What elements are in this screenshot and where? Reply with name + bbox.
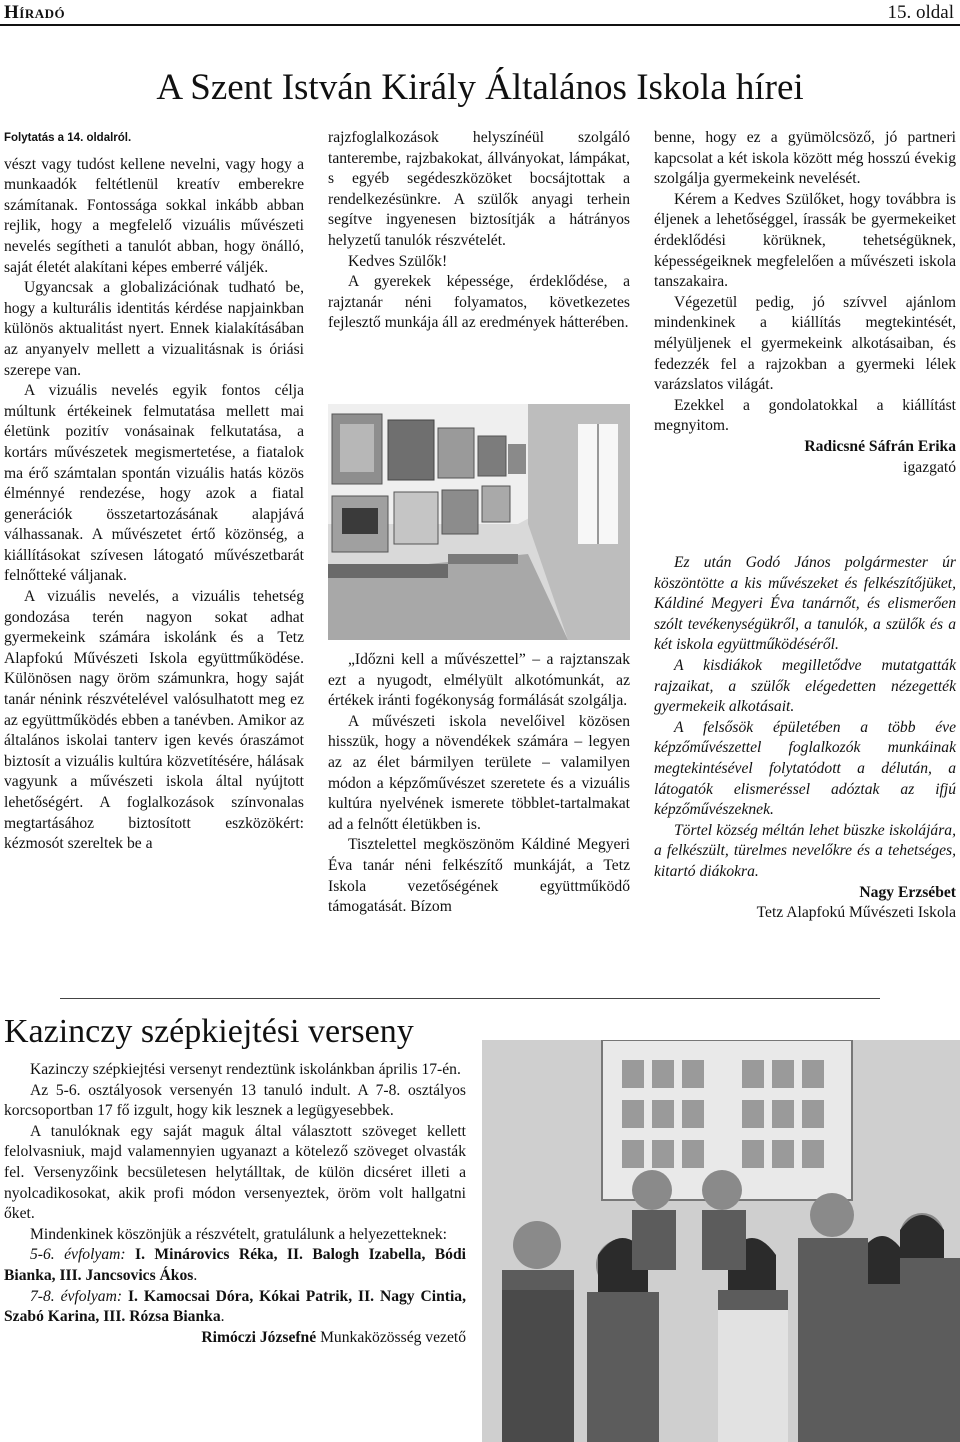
paragraph: Kedves Szülők! [348, 252, 448, 270]
paragraph: A kisdiákok megilletődve mutatgatták rajzaikat, a szülők elégedetten nézegették gyermekeik alkotásait. [654, 656, 956, 716]
paragraph: Végezetül pedig, jó szívvel ajánlom mindenkinek a kiállítás megtekintését, mélyüljenek el gyermekeink alkotásaiban, és fedezzék fel a rajzokban a gyermeki lélek varázslatos világát. [654, 293, 956, 394]
signature-line [4, 1328, 466, 1349]
paragraph: Törtel község méltán lehet büszke iskolájára, a felkészült, türelmes nevelőkre és a tehetséges, kitartó diákokra. [654, 821, 956, 880]
result-names: I. Minárovics Réka, II. Balogh Izabella, Bódi Bianka, III. Jancsovics Ákos [4, 1246, 466, 1284]
paragraph: A művészeti iskola nevelőivel közösen hisszük, hogy a növendékek számára – legyen az az élet bármilyen területe – valamilyen módon a képzőművészet szeretete és a vizuális kultúra nyelvének ismerete többlet-tartalmakat ad a felnőtt életükben is. [328, 712, 630, 833]
paragraph: A felsősök épületében a több éve képzőművészettel foglalkozók munkáinak megtekintésével folytatódott a délután, a látogatók elismeréssel adóztak az ifjú képzőművészeknek. [654, 718, 956, 819]
paragraph: rajzfoglalkozások helyszínéül szolgáló tanterembe, rajzbakokat, állványokat, lámpákat, s egyéb segédeszközöket bocsájtottak a rendelkezésünkre. A szülők anyagi terhein segítve ingyenesen biztosítják a hátrányos helyzetű tanulók részvételét. [328, 129, 630, 249]
paragraph: benne, hogy ez a gyümölcsöző, jó partneri kapcsolat a két iskola között még hosszú évekig szolgálja gyermekeink nevelését. [654, 129, 956, 188]
article-title-2: Kazinczy szépkiejtési verseny [4, 1013, 414, 1050]
article-column-2 [328, 128, 630, 334]
article-column-1 [4, 128, 304, 855]
result-line: 7-8. évfolyam: I. Kamocsai Dóra, Kókai Patrik, II. Nagy Cintia, Szabó Karina, III. Rózsa Bianka. [4, 1287, 466, 1326]
paragraph: vészt vagy tudóst kellene nevelni, vagy hogy a munkaadók feltétlenül kreatív emberekre számítanak. Fontossága sokkal inkább abban rejlik, hogy a megfelelő vizuális művészeti nevelés segítheti a tanulót abban, hogy önálló, saját életét alakítani képes emberré váljék. [4, 155, 304, 276]
header-rule [0, 24, 960, 26]
result-label: 7-8. évfolyam: [30, 1287, 123, 1305]
signature-name: Rimóczi Józsefné [201, 1328, 317, 1346]
paragraph: „Időzni kell a művészettel” – a rajztanszak ezt a nyugodt, elmélyült alkotómunkát, az értékek iránti fogékonyság formálását szolgálja. [328, 651, 630, 710]
paragraph: Mindenkinek köszönjük a részvételt, gratulálunk a helyezetteknek: [30, 1225, 447, 1243]
continuation-note: Folytatás a 14. oldalról. [4, 132, 132, 144]
article-column-3-continued [654, 553, 956, 924]
signature-role: Tetz Alapfokú Művészeti Iskola [756, 904, 956, 922]
result-line: 5-6. évfolyam: I. Minárovics Réka, II. Balogh Izabella, Bódi Bianka, III. Jancsovics Ákos. [4, 1246, 466, 1284]
page-header [0, 0, 960, 28]
paragraph: A tanulóknak egy saját maguk által választott szöveget kellett felolvasniuk, majd valamennyien ugyanazt a kötelező szöveget olvasták fel. Versenyzőink becsületesen helytálltak, de külön dicséret illeti a nyolcadikosokat, akik profi módon versenyeztek, öröm volt hallgatni őket. [4, 1122, 466, 1223]
signature-name: Radicsné Sáfrán Erika [804, 437, 956, 455]
paragraph: Kazinczy szépkiejtési versenyt rendeztünk iskolánkban április 17-én. [30, 1061, 461, 1078]
article-2-body [4, 1060, 466, 1348]
paragraph: Ezekkel a gondolatokkal a kiállítást megnyitom. [654, 396, 956, 435]
paragraph: Kérem a Kedves Szülőket, hogy továbbra is éljenek a lehetőséggel, írassák be gyermekeiket érdeklődési körüknek, tehetségüknek, képességeiknek megfelelően a művészeti iskola tanszakaira. [654, 190, 956, 291]
article-column-3 [654, 128, 956, 478]
paragraph: Ez után Godó János polgármester úr köszöntötte a kis művészeket és felkészítőjüket, Káldiné Megyeri Éva tanárnőt, és elismerően szólt tevékenységükről, a tanulók, a szülők és a két iskola együttműködéséről. [654, 554, 956, 654]
paragraph: Az 5-6. osztályosok versenyén 13 tanuló indult. A 7-8. osztályos korcsoportban 17 fő izgult, hogy kik lesznek a legügyesebbek. [4, 1081, 466, 1120]
paragraph: A vizuális nevelés egyik fontos célja múltunk értékeinek felmutatása mellett mai életünk pozitív vonásainak felkutatása, a kortárs művészetek megismertetése, a fiatalok ma érő számtalan spontán vizuális hatás közös élménnyé rendezése, hogy azok a fiatal generációk összetartozásának alapjává válhassanak. A művészetet értő közönség, a kiállításokat szívesen látogató művészetbarát felnőtteké váljanak. [4, 382, 304, 585]
paragraph: A gyerekek képessége, érdeklődése, a rajztanár néni folyamatos, következetes fejlesztő munkája áll az eredmények hátterében. [328, 273, 630, 332]
result-label: 5-6. évfolyam: [30, 1246, 126, 1264]
signature-name: Nagy Erzsébet [859, 883, 956, 901]
group-photo [482, 1040, 960, 1442]
paragraph: Tisztelettel megköszönöm Káldiné Megyeri Éva tanár néni felkészítő munkáját, a Tetz Iskola vezetőségének együttműködő támogatását. Bízom [328, 836, 630, 916]
article-column-2-continued [328, 650, 630, 918]
signature-role: igazgató [903, 458, 956, 476]
exhibition-photo [328, 404, 630, 640]
paragraph: A vizuális nevelés, a vizuális tehetség gondozása terén nagyon sokat adhat gyermekeink számára iskolánk és a Tetz Alapfokú Művészeti Iskola együttműködése. Különösen nagy öröm számunkra, hogy saját tanár nénink részvételével valósulhatott meg ez az együttműködés ebben a tanévben. Amikor az általános iskolai tanterv igen kevés óraszámot biztosít a vizuális kultúra közvetítésére, hálásak vagyunk a művészeti iskola által nyújtott lehetőségért. A foglalkozások színvonalas megtartásához biztosított eszközökért: kézmosót szereltek be a [4, 588, 304, 853]
section-divider [60, 998, 880, 999]
section-name: Híradó [4, 2, 66, 23]
signature-role: Munkaközösség vezető [320, 1328, 466, 1346]
article-title: A Szent István Király Általános Iskola hírei [156, 67, 804, 108]
page-number: 15. oldal [887, 2, 954, 23]
paragraph: Ugyancsak a globalizációnak tudható be, hogy a kulturális identitás kérdése napjainkban különös aktualitást nyert. Ennek kialakításában az anyanyelv mellett a vizualitásnak is óriási szerepe van. [4, 279, 304, 379]
result-names: I. Kamocsai Dóra, Kókai Patrik, II. Nagy Cintia, Szabó Karina, III. Rózsa Bianka [4, 1287, 466, 1326]
